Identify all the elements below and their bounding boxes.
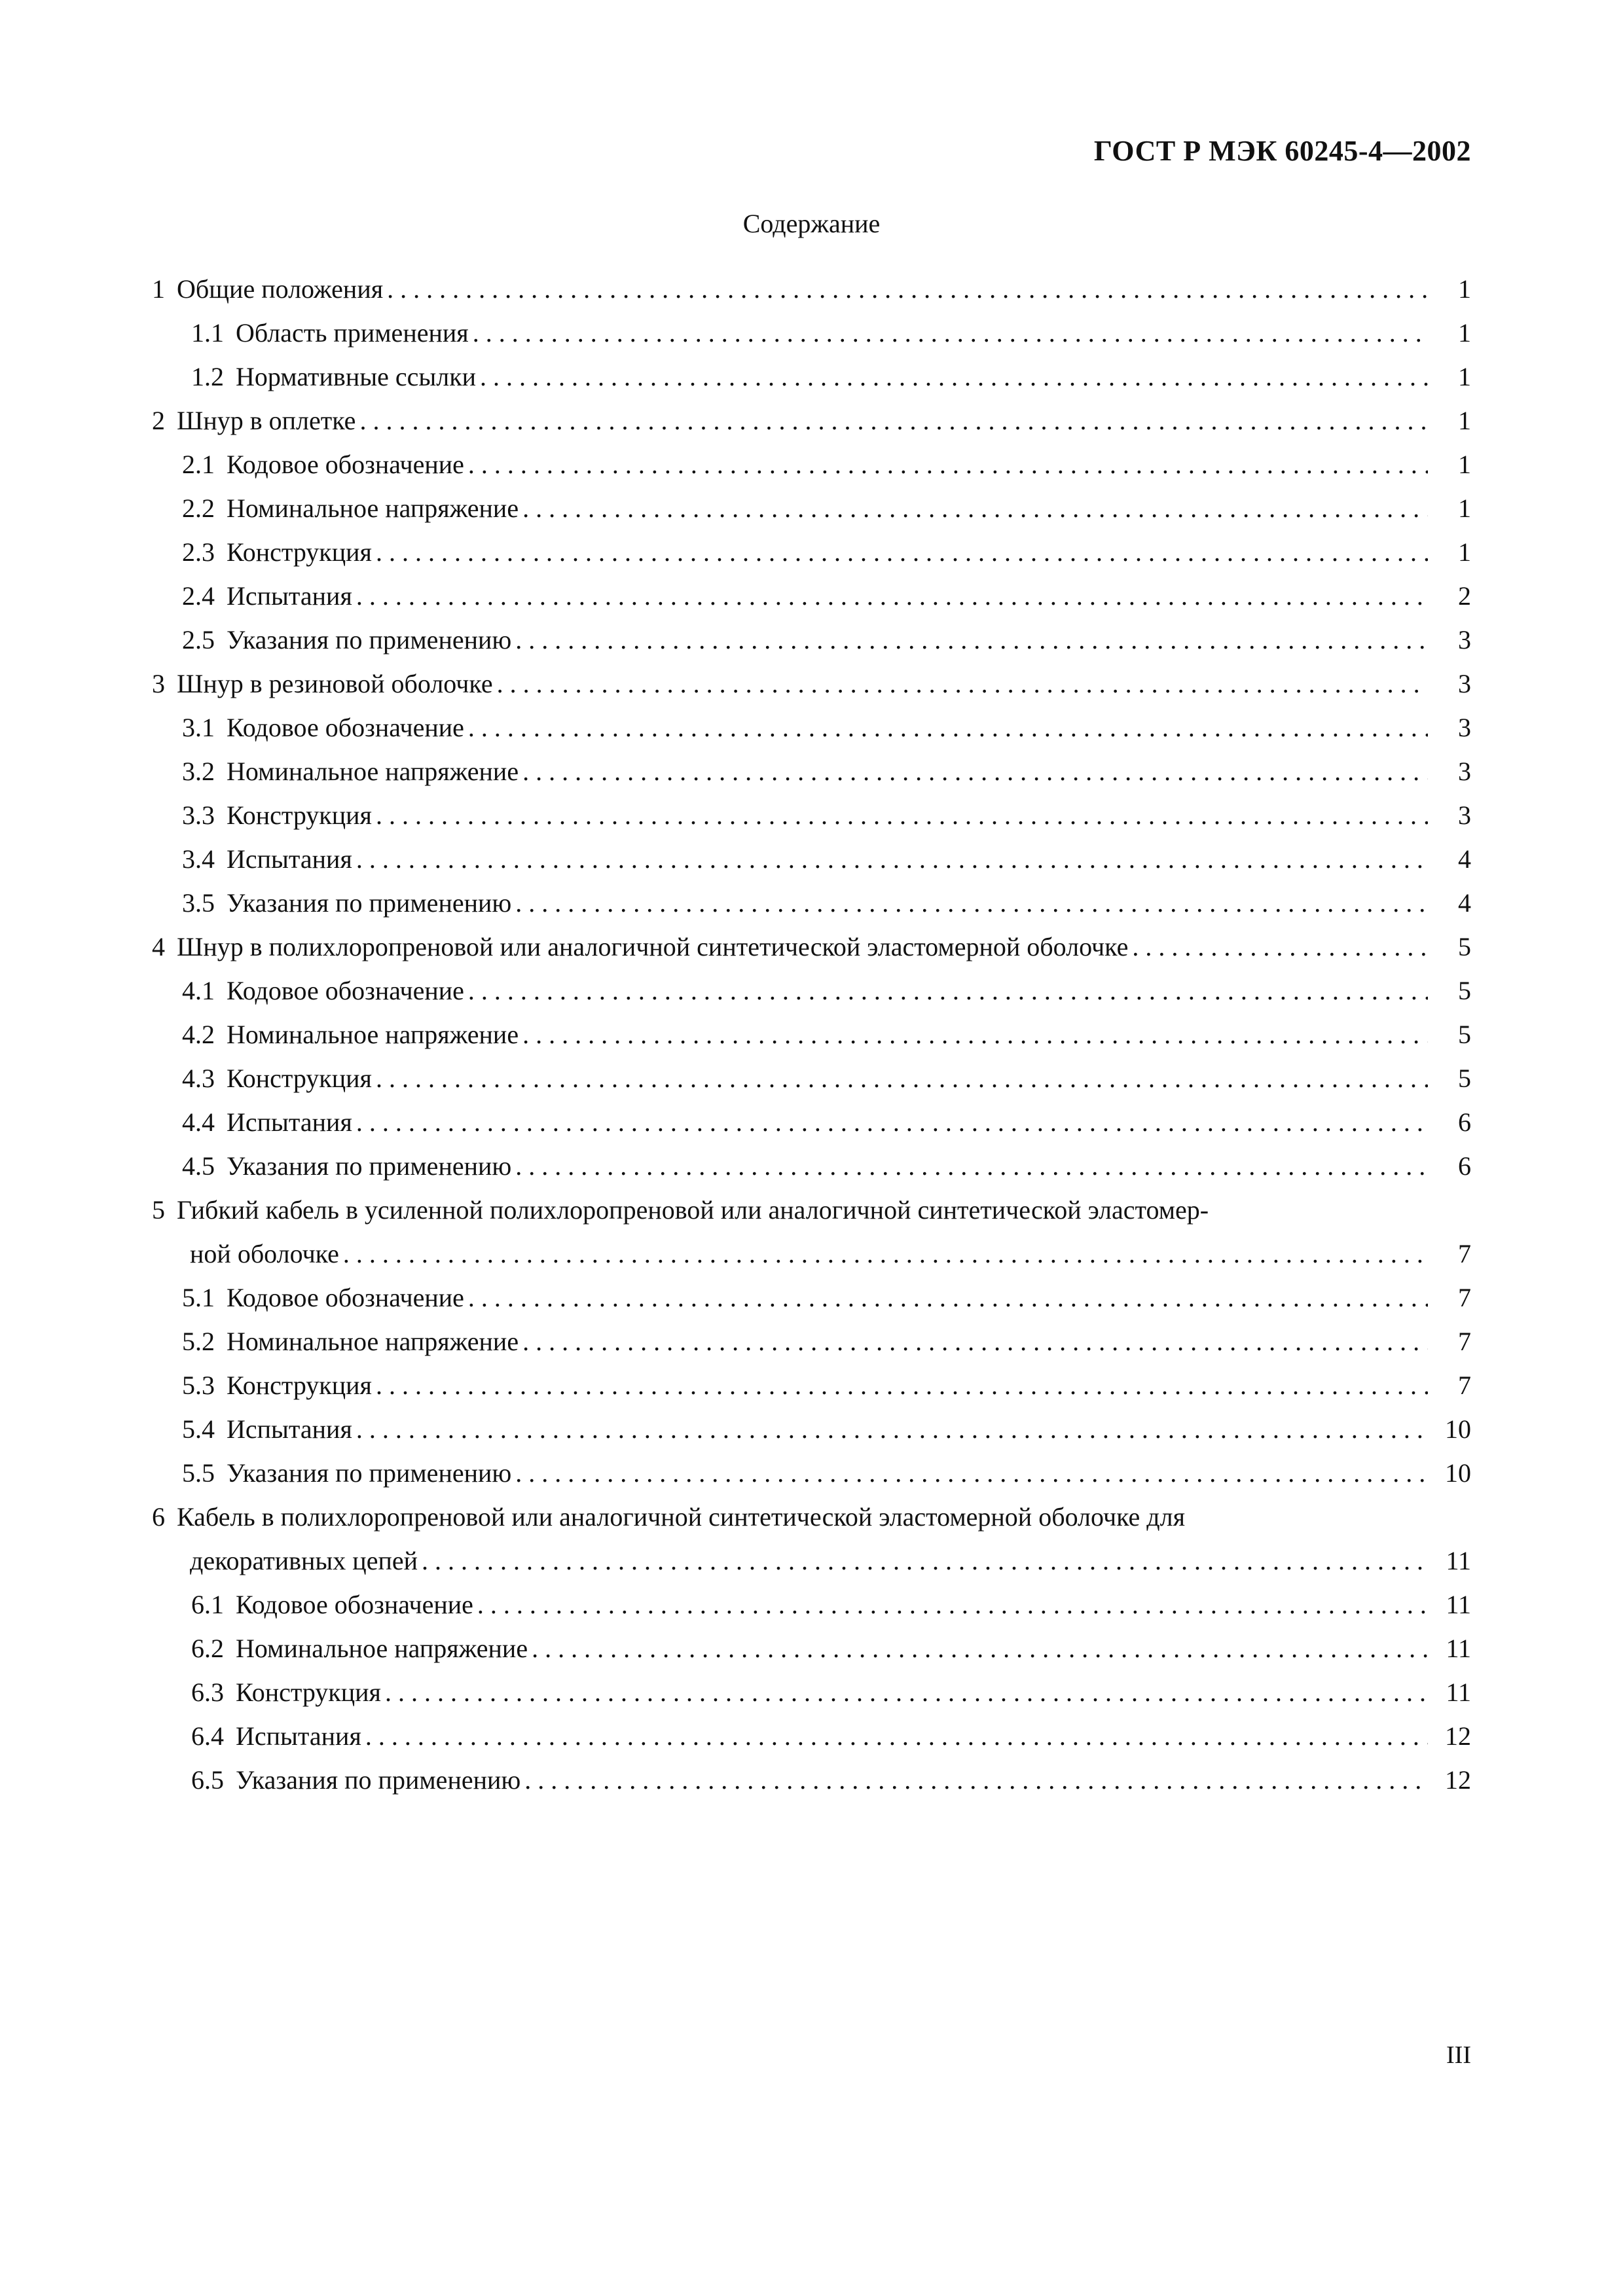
dot-leader (356, 1100, 1428, 1144)
toc-entry-number: 1 (152, 274, 165, 304)
toc-entry[interactable] (152, 1451, 1471, 1495)
toc-entry-number: 2.4 (182, 581, 215, 611)
toc-entry-number: 5.2 (182, 1327, 215, 1356)
toc-entry-number: 2.5 (182, 625, 215, 655)
dot-leader (524, 1758, 1428, 1802)
dot-leader (468, 442, 1428, 486)
toc-entry-page: 1 (1458, 493, 1471, 523)
toc-entry-label: Кодовое обозначение (227, 713, 464, 742)
dot-leader (376, 530, 1428, 574)
dot-leader (376, 793, 1428, 837)
toc-entry-number: 6.3 (191, 1677, 224, 1707)
dot-leader (522, 486, 1428, 530)
toc-entry-label: Номинальное напряжение (236, 1634, 528, 1663)
toc-entry-page: 4 (1458, 888, 1471, 918)
toc-entry-number: 2.1 (182, 450, 215, 479)
toc-entry-page: 5 (1458, 1020, 1471, 1049)
document-code-header: ГОСТ Р МЭК 60245-4—2002 (1093, 135, 1471, 167)
dot-leader (477, 1583, 1428, 1626)
toc-entry[interactable] (152, 706, 1471, 749)
toc-entry-page: 12 (1445, 1765, 1471, 1795)
toc-entry-label: Конструкция (227, 1064, 372, 1093)
toc-entry-number: 6.1 (191, 1590, 224, 1619)
toc-entry-number: 6.4 (191, 1721, 224, 1751)
toc-entry-label: Кабель в полихлоропреновой или аналогичной синтетической эластомерной оболочке для (177, 1502, 1185, 1532)
toc-entry[interactable] (152, 1495, 1471, 1539)
dot-leader (473, 311, 1428, 355)
toc-entry[interactable] (152, 486, 1471, 530)
toc-entry-page: 3 (1458, 625, 1471, 655)
dot-leader (497, 662, 1428, 706)
toc-entry-page: 1 (1458, 362, 1471, 391)
toc-entry-label: ной оболочке (190, 1239, 339, 1268)
toc-entry-number: 5.1 (182, 1283, 215, 1312)
toc-entry-label: Конструкция (236, 1677, 381, 1707)
toc-entry-label: Нормативные ссылки (236, 362, 477, 391)
toc-entry[interactable] (152, 1758, 1471, 1802)
toc-entry-number: 3.4 (182, 844, 215, 874)
toc-entry-number: 4.1 (182, 976, 215, 1005)
toc-entry-number: 5.5 (182, 1458, 215, 1488)
toc-entry-page: 6 (1458, 1107, 1471, 1137)
toc-entry[interactable] (152, 1144, 1471, 1188)
toc-entry[interactable] (152, 1626, 1471, 1670)
toc-entry-number: 5.3 (182, 1371, 215, 1400)
toc-entry-label: Указания по применению (236, 1765, 521, 1795)
toc-entry[interactable] (152, 1188, 1471, 1232)
dot-leader (480, 355, 1428, 399)
toc-entry-label: Указания по применению (227, 1151, 512, 1181)
toc-entry-number: 1.2 (191, 362, 224, 391)
toc-entry-page: 5 (1458, 976, 1471, 1005)
toc-entry-page: 6 (1458, 1151, 1471, 1181)
toc-entry-label: Номинальное напряжение (227, 1327, 519, 1356)
toc-entry-number: 3 (152, 669, 165, 698)
toc-entry-label: Кодовое обозначение (236, 1590, 473, 1619)
toc-entry-page: 10 (1445, 1458, 1471, 1488)
toc-entry-label: Испытания (227, 1107, 352, 1137)
toc-entry-page: 12 (1445, 1721, 1471, 1751)
toc-entry[interactable] (152, 1363, 1471, 1407)
dot-leader (359, 399, 1428, 442)
toc-entry[interactable] (152, 1013, 1471, 1056)
toc-entry-number: 3.2 (182, 757, 215, 786)
toc-entry-label: Кодовое обозначение (227, 450, 464, 479)
toc-entry-label: Испытания (227, 581, 352, 611)
toc-entry-number: 2.2 (182, 493, 215, 523)
toc-entry-page: 1 (1458, 406, 1471, 435)
toc-entry-number: 4.5 (182, 1151, 215, 1181)
toc-entry-label: Испытания (227, 844, 352, 874)
toc-entry-label: Кодовое обозначение (227, 976, 464, 1005)
toc-entry-page: 2 (1458, 581, 1471, 611)
toc-entry-page: 11 (1446, 1677, 1471, 1707)
toc-entry-number: 4.2 (182, 1020, 215, 1049)
toc-entry-page: 5 (1458, 932, 1471, 961)
toc-entry-page: 11 (1446, 1546, 1471, 1575)
toc-entry-number: 4.3 (182, 1064, 215, 1093)
dot-leader (468, 1276, 1428, 1319)
toc-entry-label: Испытания (227, 1414, 352, 1444)
toc-entry-page: 1 (1458, 450, 1471, 479)
toc-entry[interactable] (152, 1100, 1471, 1144)
toc-entry[interactable] (152, 574, 1471, 618)
toc-entry-page: 1 (1458, 318, 1471, 348)
toc-entry[interactable] (152, 1407, 1471, 1451)
dot-leader (515, 618, 1428, 662)
toc-entry[interactable] (152, 311, 1471, 355)
toc-entry-number: 3.3 (182, 800, 215, 830)
toc-entry-number: 3.1 (182, 713, 215, 742)
dot-leader (468, 969, 1428, 1013)
toc-entry-number: 6.2 (191, 1634, 224, 1663)
toc-entry[interactable] (152, 793, 1471, 837)
toc-entry-page: 1 (1458, 537, 1471, 567)
toc-entry[interactable] (152, 881, 1471, 925)
dot-leader (515, 1144, 1428, 1188)
toc-entry[interactable] (152, 1319, 1471, 1363)
toc-entry-page: 4 (1458, 844, 1471, 874)
toc-entry[interactable] (152, 1276, 1471, 1319)
toc-entry-page: 3 (1458, 669, 1471, 698)
dot-leader (387, 267, 1428, 311)
toc-entry-number: 3.5 (182, 888, 215, 918)
dot-leader (376, 1363, 1428, 1407)
toc-entry[interactable] (152, 267, 1471, 311)
toc-entry-number: 5 (152, 1195, 165, 1225)
dot-leader (468, 706, 1428, 749)
toc-entry-number: 6 (152, 1502, 165, 1532)
toc-entry-page: 11 (1446, 1590, 1471, 1619)
dot-leader (356, 1407, 1428, 1451)
toc-entry[interactable] (152, 837, 1471, 881)
toc-entry-label: Общие положения (177, 274, 384, 304)
toc-entry-number: 2 (152, 406, 165, 435)
toc-entry[interactable] (152, 749, 1471, 793)
dot-leader (1132, 925, 1428, 969)
dot-leader (522, 1013, 1428, 1056)
toc-entry[interactable] (152, 1056, 1471, 1100)
toc-entry-number: 4.4 (182, 1107, 215, 1137)
toc-entry[interactable] (152, 662, 1471, 706)
toc-entry-label: Указания по применению (227, 888, 512, 918)
toc-entry-label: Гибкий кабель в усиленной полихлоропреновой или аналогичной синтетической эластомер- (177, 1195, 1209, 1225)
toc-entry-page: 3 (1458, 757, 1471, 786)
toc-entry[interactable] (152, 1583, 1471, 1626)
toc-entry[interactable] (152, 442, 1471, 486)
dot-leader (385, 1670, 1428, 1714)
toc-entry-page: 1 (1458, 274, 1471, 304)
toc-entry[interactable] (152, 1670, 1471, 1714)
toc-entry[interactable] (152, 925, 1471, 969)
dot-leader (522, 1319, 1428, 1363)
toc-entry-label: Кодовое обозначение (227, 1283, 464, 1312)
toc-entry-label: Номинальное напряжение (227, 757, 519, 786)
toc-entry[interactable] (152, 1232, 1471, 1276)
page-number-folio: III (1446, 2041, 1471, 2069)
toc-entry-number: 6.5 (191, 1765, 224, 1795)
toc-entry-label: Область применения (236, 318, 469, 348)
toc-entry-label: Указания по применению (227, 1458, 512, 1488)
toc-entry[interactable] (152, 530, 1471, 574)
dot-leader (356, 574, 1428, 618)
toc-entry-label: Шнур в оплетке (177, 406, 356, 435)
toc-entry-label: Испытания (236, 1721, 361, 1751)
dot-leader (515, 1451, 1428, 1495)
toc-entry[interactable] (152, 969, 1471, 1013)
toc-entry-page: 7 (1458, 1327, 1471, 1356)
dot-leader (532, 1626, 1428, 1670)
dot-leader (356, 837, 1428, 881)
toc-entry-label: Конструкция (227, 537, 372, 567)
dot-leader (343, 1232, 1428, 1276)
toc-entry[interactable] (152, 355, 1471, 399)
toc-entry-page: 10 (1445, 1414, 1471, 1444)
toc-entry-number: 2.3 (182, 537, 215, 567)
toc-entry-label: Конструкция (227, 1371, 372, 1400)
toc-entry-page: 7 (1458, 1371, 1471, 1400)
toc-entry-page: 11 (1446, 1634, 1471, 1663)
dot-leader (522, 749, 1428, 793)
toc-entry[interactable] (152, 1714, 1471, 1758)
table-of-contents (152, 267, 1471, 1802)
toc-entry-page: 5 (1458, 1064, 1471, 1093)
toc-entry-page: 3 (1458, 800, 1471, 830)
toc-entry-label: Конструкция (227, 800, 372, 830)
page-title: Содержание (742, 209, 881, 238)
toc-entry-label: Шнур в полихлоропреновой или аналогичной синтетической эластомерной оболочке (177, 932, 1129, 961)
dot-leader (365, 1714, 1428, 1758)
toc-entry[interactable] (152, 399, 1471, 442)
toc-entry-label: Шнур в резиновой оболочке (177, 669, 493, 698)
dot-leader (422, 1539, 1428, 1583)
toc-entry-page: 7 (1458, 1239, 1471, 1268)
toc-entry-page: 7 (1458, 1283, 1471, 1312)
toc-entry-label: Указания по применению (227, 625, 512, 655)
toc-entry-label: Номинальное напряжение (227, 493, 519, 523)
toc-entry-page: 3 (1458, 713, 1471, 742)
dot-leader (515, 881, 1428, 925)
toc-entry-label: декоративных цепей (190, 1546, 418, 1575)
toc-entry-label: Номинальное напряжение (227, 1020, 519, 1049)
dot-leader (376, 1056, 1428, 1100)
toc-entry[interactable] (152, 618, 1471, 662)
toc-entry-number: 4 (152, 932, 165, 961)
toc-entry[interactable] (152, 1539, 1471, 1583)
toc-entry-number: 1.1 (191, 318, 224, 348)
toc-entry-number: 5.4 (182, 1414, 215, 1444)
